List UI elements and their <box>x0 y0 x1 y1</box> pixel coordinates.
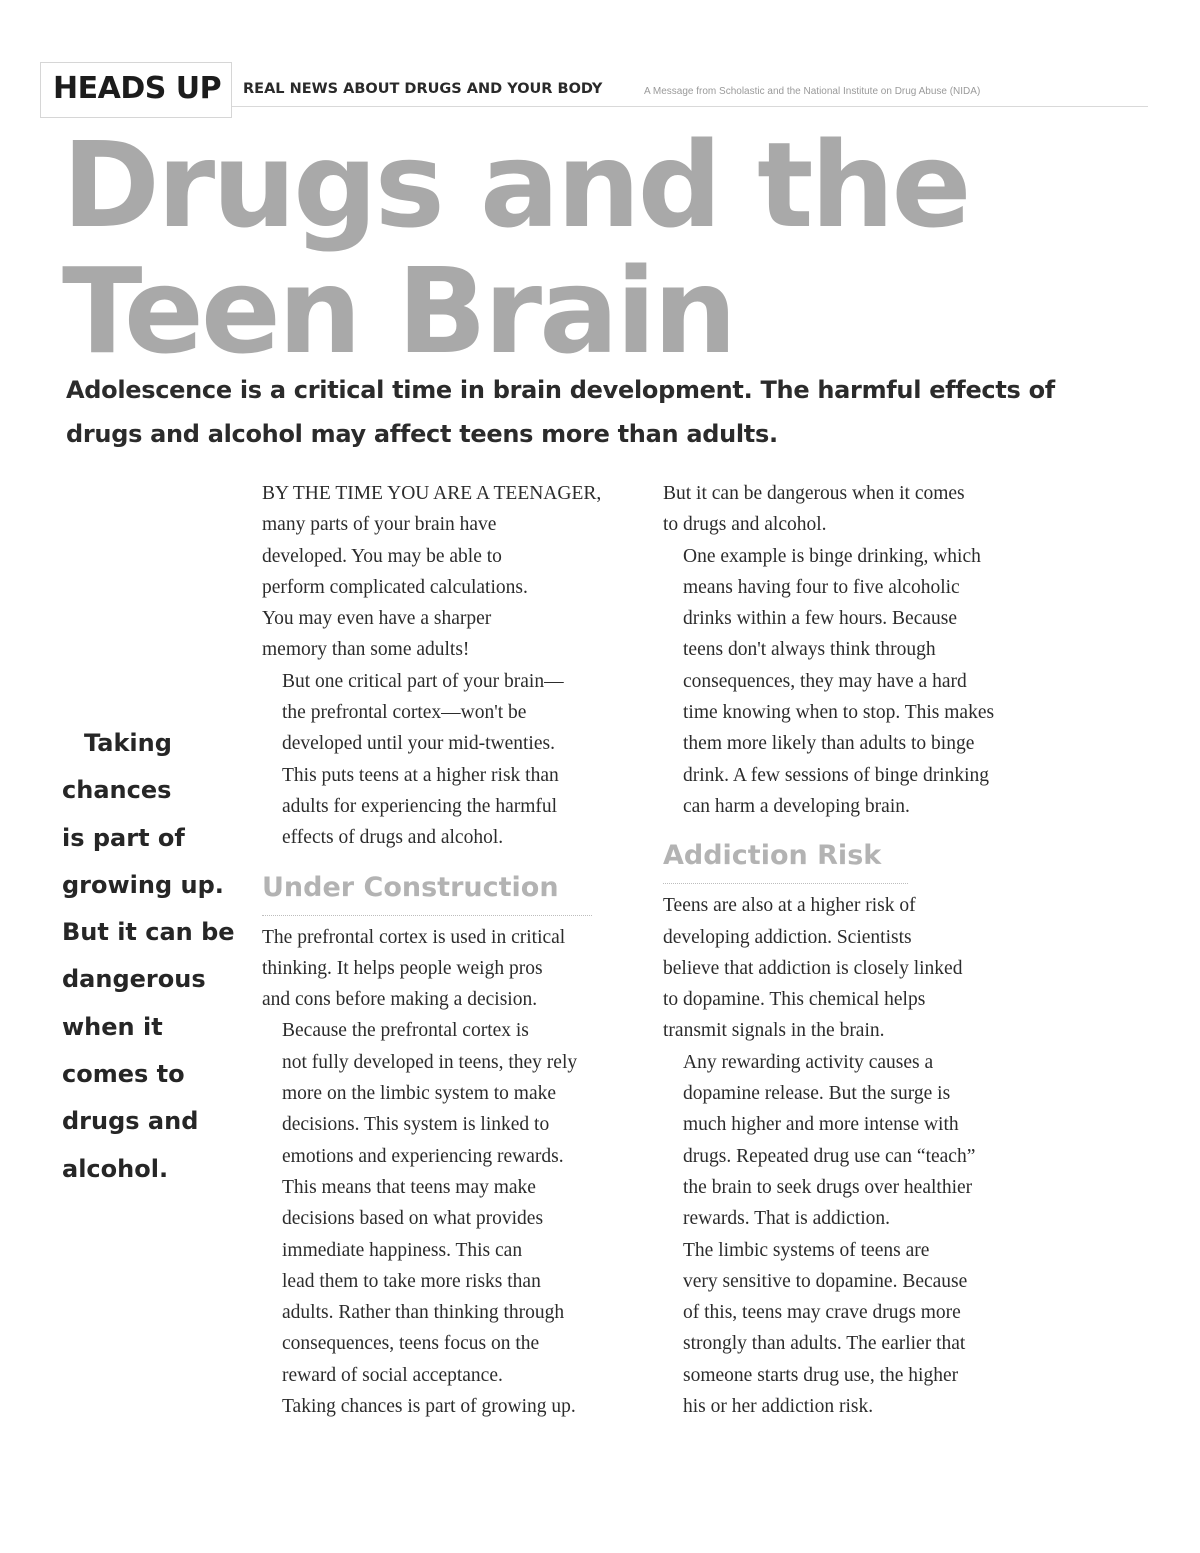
paragraph: One example is binge drinking, which means having four to five alcoholic drinks within a few hours. Because teens don't always think through consequences, they may have a hard time knowing when to stop. This makes them more likely than adults to binge drink. A few sessions of binge drinking can harm a developing brain. <box>683 545 995 817</box>
article-column-middle <box>262 478 647 1422</box>
pull-quote-line: Taking <box>84 729 172 757</box>
subhead-addiction-risk: Addiction Risk <box>663 836 908 884</box>
paragraph: But one critical part of your brain— the prefrontal cortex—won't be developed until your mid-twenties. This puts teens at a higher risk than adults for experiencing the harmful effects of drugs and alcohol. <box>282 670 564 849</box>
paragraph-continued: But it can be dangerous when it comes to drugs and alcohol. <box>663 483 965 536</box>
masthead-rule <box>232 106 1148 107</box>
masthead <box>40 62 1110 118</box>
title-line: Teen Brain <box>62 242 735 380</box>
article-title <box>62 116 1062 380</box>
pull-quote-line: comes to <box>62 1060 185 1089</box>
subhead-under-construction: Under Construction <box>262 868 592 916</box>
paragraph-intro: BY THE TIME YOU ARE A TEENAGER, many parts of your brain have developed. You may be able to perform complicated calculations. You may even have a sharper memory than some adults! <box>262 483 602 661</box>
pull-quote-line: drugs and <box>62 1107 199 1136</box>
pull-quote-line: growing up. <box>62 870 224 899</box>
pull-quote-line: alcohol. <box>62 1154 169 1183</box>
article-column-right <box>663 478 1058 1422</box>
title-line: Drugs and the <box>62 116 969 254</box>
pull-quote-line: chances <box>62 776 172 805</box>
pull-quote-line: is part of <box>62 823 185 852</box>
article-deck: Adolescence is a critical time in brain development. The harmful effects of drugs and alcohol may affect teens more than adults. <box>66 376 1055 448</box>
paragraph: The prefrontal cortex is used in critical thinking. It helps people weigh pros and cons before making a decision. <box>262 926 566 1011</box>
paragraph: Any rewarding activity causes a dopamine release. But the surge is much higher and more intense with drugs. Repeated drug use can “teach” the brain to seek drugs over healthier rewards. That is addiction. <box>683 1051 976 1230</box>
brand-box <box>40 62 232 118</box>
paragraph: Teens are also at a higher risk of developing addiction. Scientists believe that addiction is closely linked to dopamine. This chemical helps transmit signals in the brain. <box>663 895 963 1042</box>
paragraph: This means that teens may make decisions based on what provides immediate happiness. This can lead them to take more risks than adults. Rather than thinking through consequences, teens focus on the reward of social acceptance. <box>282 1176 565 1386</box>
brand-name: HEADS UP <box>53 71 222 106</box>
sponsor-credit: A Message from Scholastic and the National Institute on Drug Abuse (NIDA) <box>644 86 981 97</box>
pull-quote-line: when it <box>62 1012 163 1041</box>
pull-quote-line: dangerous <box>62 965 206 994</box>
paragraph: Taking chances is part of growing up. <box>282 1396 576 1418</box>
pull-quote <box>62 720 252 1193</box>
paragraph: Because the prefrontal cortex is not fully developed in teens, they rely more on the limbic system to make decisions. This system is linked to emotions and experiencing rewards. <box>282 1020 578 1167</box>
tagline: REAL NEWS ABOUT DRUGS AND YOUR BODY <box>243 81 603 97</box>
paragraph: The limbic systems of teens are very sensitive to dopamine. Because of this, teens may crave drugs more strongly than adults. The earlier that someone starts drug use, the higher his or her addiction risk. <box>683 1239 968 1418</box>
pull-quote-line: But it can be <box>62 918 235 947</box>
